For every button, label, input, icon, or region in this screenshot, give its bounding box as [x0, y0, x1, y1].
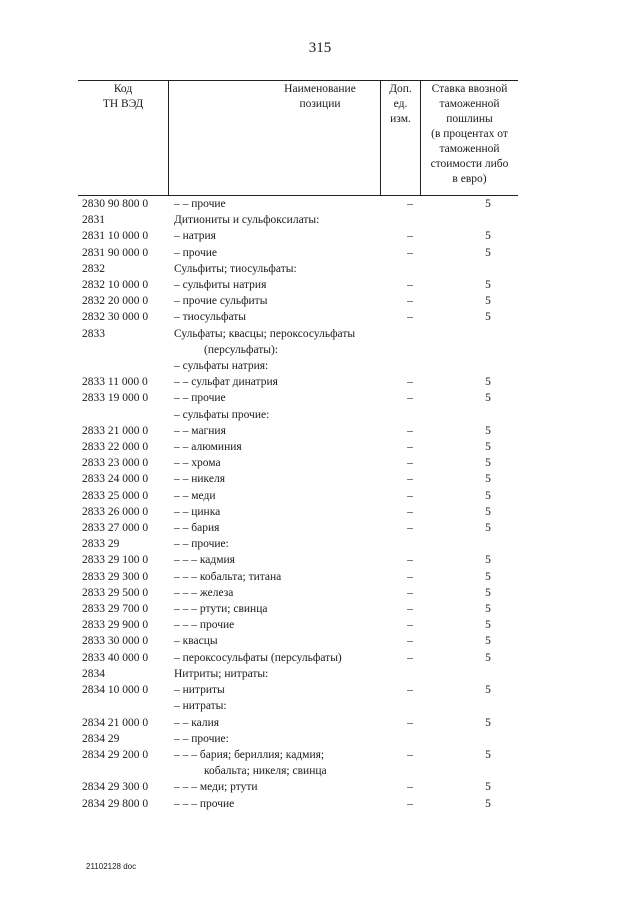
row-code: 2833 40 000 0: [82, 651, 149, 664]
row-code: 2833 30 000 0: [82, 635, 149, 648]
row-name: [174, 374, 398, 390]
table-row: [78, 617, 518, 633]
row-name-line: – квасцы: [174, 635, 218, 648]
row-code: 2831 10 000 0: [82, 230, 149, 243]
row-name-line: – – сульфат динатрия: [174, 376, 278, 389]
row-unit: –: [407, 376, 413, 389]
row-unit: –: [407, 570, 413, 583]
header-rate-line: пошлины: [446, 113, 493, 125]
row-name-line: – – – железа: [174, 586, 234, 599]
row-name: [174, 245, 398, 261]
header-rate-line: Ставка ввозной: [431, 83, 508, 95]
row-name: [174, 779, 398, 795]
table-row: [78, 374, 518, 390]
table-row: [78, 196, 518, 212]
row-unit: –: [407, 651, 413, 664]
table-row: [78, 698, 518, 714]
row-rate: 5: [485, 716, 491, 729]
row-name-line: – сульфаты прочие:: [174, 408, 270, 421]
row-rate: 5: [485, 457, 491, 470]
row-rate: 5: [485, 230, 491, 243]
row-code: 2833 25 000 0: [82, 489, 149, 502]
table-row: [78, 309, 518, 325]
row-unit: –: [407, 635, 413, 648]
row-rate: 5: [485, 424, 491, 437]
row-name: [174, 228, 398, 244]
row-name-line: – – прочие: [174, 198, 226, 210]
table-row: [78, 779, 518, 795]
row-rate: 5: [485, 748, 491, 761]
row-name-line: – прочие: [174, 246, 218, 259]
row-unit: –: [407, 295, 413, 308]
table-row: [78, 358, 518, 374]
row-name-line: (персульфаты):: [204, 343, 279, 356]
row-rate: 5: [485, 441, 491, 454]
header-rate-line: стоимости либо: [430, 158, 509, 170]
row-unit: –: [407, 392, 413, 405]
row-name: [174, 488, 398, 504]
row-name: [174, 569, 398, 585]
row-rate: 5: [485, 311, 491, 324]
row-name: [174, 520, 398, 536]
header-code-line: Код: [113, 83, 133, 95]
row-code: 2832 30 000 0: [82, 311, 149, 324]
row-unit: –: [407, 603, 413, 616]
row-name-line: – – – ртути; свинца: [174, 603, 268, 616]
table-row: [78, 747, 518, 779]
table-row: [78, 666, 518, 682]
row-unit: –: [407, 505, 413, 518]
row-name: [174, 196, 398, 212]
row-unit: –: [407, 489, 413, 502]
row-rate: 5: [485, 570, 491, 583]
row-rate: 5: [485, 619, 491, 632]
table-row: [78, 407, 518, 423]
table-row: [78, 423, 518, 439]
row-rate: 5: [485, 376, 491, 389]
row-code: 2834 29: [82, 732, 120, 745]
row-code: 2833 11 000 0: [82, 376, 148, 389]
row-rate: 5: [485, 505, 491, 518]
row-name-line: – сульфаты натрия:: [174, 360, 269, 373]
header-rate-line: таможенной: [439, 98, 500, 110]
header-unit-line: Доп.: [389, 83, 412, 95]
row-unit: –: [407, 684, 413, 697]
row-rate: 5: [485, 603, 491, 616]
row-name: [174, 326, 398, 358]
header-rate: [420, 81, 518, 195]
table-row: [78, 633, 518, 649]
row-name-line: Сульфиты; тиосульфаты:: [174, 262, 297, 275]
row-unit: –: [407, 473, 413, 486]
row-code: 2831 90 000 0: [82, 246, 149, 259]
row-code: 2833 29 300 0: [82, 570, 149, 583]
row-unit: –: [407, 230, 413, 243]
row-unit: –: [407, 619, 413, 632]
row-name: [174, 390, 398, 406]
table-row: [78, 504, 518, 520]
row-code: 2834 29 200 0: [82, 748, 149, 761]
header-rate-line: таможенной: [439, 143, 500, 155]
row-unit: –: [407, 797, 413, 810]
table-row: [78, 439, 518, 455]
header-name-line: позиции: [299, 98, 341, 110]
row-name-line: – прочие сульфиты: [174, 295, 268, 308]
page-number: 315: [308, 40, 332, 56]
row-name-line: – – – меди; ртути: [174, 781, 258, 794]
row-name-line: – – – кобальта; титана: [174, 570, 282, 583]
row-code: 2833 21 000 0: [82, 424, 149, 437]
row-code: 2830 90 800 0: [82, 198, 149, 210]
row-unit: –: [407, 198, 413, 210]
table-row: [78, 212, 518, 228]
header-rate-line: (в процентах от: [431, 128, 508, 140]
row-unit: –: [407, 441, 413, 454]
row-name-line: – натрия: [174, 230, 216, 243]
row-name-line: – – алюминия: [174, 441, 242, 454]
table-header: [78, 80, 518, 196]
row-name-line: кобальта; никеля; свинца: [204, 765, 327, 778]
row-name: [174, 455, 398, 471]
row-name-line: – – цинка: [174, 505, 221, 518]
row-code: 2833 29 100 0: [82, 554, 149, 567]
row-unit: –: [407, 457, 413, 470]
row-code: 2833: [82, 327, 105, 340]
table-row: [78, 650, 518, 666]
row-name: [174, 601, 398, 617]
row-unit: –: [407, 748, 413, 761]
row-name-line: – – прочие:: [174, 538, 229, 551]
row-rate: 5: [485, 198, 491, 210]
row-rate: 5: [485, 522, 491, 535]
row-name-line: – сульфиты натрия: [174, 279, 267, 292]
header-code-line: ТН ВЭД: [102, 98, 144, 110]
row-code: 2834 29 800 0: [82, 797, 149, 810]
row-name: [174, 682, 398, 698]
row-code: 2833 22 000 0: [82, 441, 149, 454]
table-row: [78, 471, 518, 487]
row-name-line: – – – прочие: [174, 619, 235, 632]
table-row: [78, 520, 518, 536]
table-row: [78, 569, 518, 585]
row-code: 2833 23 000 0: [82, 457, 149, 470]
table-row: [78, 731, 518, 747]
row-rate: 5: [485, 392, 491, 405]
table-row: [78, 293, 518, 309]
row-code: 2834: [82, 667, 105, 680]
row-code: 2833 24 000 0: [82, 473, 149, 486]
row-code: 2831: [82, 214, 105, 227]
row-name-line: – – меди: [174, 489, 216, 502]
row-name: [174, 698, 398, 714]
row-name-line: Сульфаты; квасцы; пероксосульфаты: [174, 327, 356, 340]
row-code: 2833 29: [82, 538, 120, 551]
table-row: [78, 277, 518, 293]
row-name-line: – пероксосульфаты (персульфаты): [174, 651, 342, 664]
row-name: [174, 731, 398, 747]
row-code: 2833 29 700 0: [82, 603, 149, 616]
row-name-line: – – – бария; бериллия; кадмия;: [174, 748, 325, 761]
row-code: 2833 29 900 0: [82, 619, 149, 632]
row-name: [174, 796, 398, 812]
row-name: [174, 715, 398, 731]
row-unit: –: [407, 424, 413, 437]
row-name-line: – – бария: [174, 522, 220, 535]
row-name: [174, 407, 398, 423]
header-name-line: Наименование: [284, 83, 356, 95]
table-row: [78, 228, 518, 244]
row-name-line: Нитриты; нитраты:: [174, 667, 269, 680]
row-name-line: – нитриты: [174, 684, 225, 697]
row-name: [174, 666, 398, 682]
row-name: [174, 633, 398, 649]
row-code: 2833 19 000 0: [82, 392, 149, 405]
row-rate: 5: [485, 489, 491, 502]
row-unit: –: [407, 716, 413, 729]
header-unit-line: изм.: [390, 113, 411, 125]
row-unit: –: [407, 586, 413, 599]
row-name: [174, 212, 398, 228]
row-name: [174, 617, 398, 633]
row-name-line: – – прочие:: [174, 732, 229, 745]
row-unit: –: [407, 246, 413, 259]
row-unit: –: [407, 781, 413, 794]
row-rate: 5: [485, 246, 491, 259]
row-name: [174, 504, 398, 520]
row-name-line: – – никеля: [174, 473, 225, 486]
row-name-line: – – магния: [174, 424, 226, 437]
row-rate: 5: [485, 554, 491, 567]
row-code: 2833 27 000 0: [82, 522, 149, 535]
row-name-line: Дитиониты и сульфоксилаты:: [174, 214, 320, 227]
row-rate: 5: [485, 797, 491, 810]
header-code: [78, 81, 168, 195]
row-unit: –: [407, 311, 413, 324]
row-rate: 5: [485, 295, 491, 308]
table-row: [78, 326, 518, 358]
row-code: 2834 10 000 0: [82, 684, 149, 697]
row-name-line: – тиосульфаты: [174, 311, 247, 324]
table-row: [78, 715, 518, 731]
row-name-line: – нитраты:: [174, 700, 227, 713]
header-unit: [380, 81, 420, 195]
row-name-line: – – калия: [174, 716, 220, 729]
table-row: [78, 390, 518, 406]
row-name: [174, 261, 398, 277]
row-code: 2833 29 500 0: [82, 586, 149, 599]
row-rate: 5: [485, 473, 491, 486]
table-row: [78, 488, 518, 504]
row-name: [174, 585, 398, 601]
row-rate: 5: [485, 781, 491, 794]
row-name-line: – – прочие: [174, 392, 226, 405]
row-code: 2834 21 000 0: [82, 716, 149, 729]
row-code: 2833 26 000 0: [82, 505, 149, 518]
row-name: [174, 552, 398, 568]
table-row: [78, 536, 518, 552]
row-code: 2832: [82, 262, 105, 275]
row-name: [174, 423, 398, 439]
row-rate: 5: [485, 635, 491, 648]
row-code: 2834 29 300 0: [82, 781, 149, 794]
table-row: [78, 455, 518, 471]
row-name-line: – – – прочие: [174, 797, 235, 810]
row-rate: 5: [485, 651, 491, 664]
tariff-table-body: [78, 196, 518, 812]
row-unit: –: [407, 522, 413, 535]
table-row: [78, 682, 518, 698]
row-name-line: – – – кадмия: [174, 554, 235, 567]
row-code: 2832 10 000 0: [82, 279, 149, 292]
row-unit: –: [407, 554, 413, 567]
row-rate: 5: [485, 586, 491, 599]
table-row: [78, 552, 518, 568]
table-row: [78, 796, 518, 812]
row-rate: 5: [485, 279, 491, 292]
table-row: [78, 245, 518, 261]
row-name: [174, 471, 398, 487]
row-name: [174, 293, 398, 309]
document-footer: 21102128 doc: [86, 862, 137, 871]
header-rate-line: в евро): [452, 173, 487, 185]
row-name: [174, 277, 398, 293]
row-name: [174, 358, 398, 374]
row-name: [174, 309, 398, 325]
row-unit: –: [407, 279, 413, 292]
row-code: 2832 20 000 0: [82, 295, 149, 308]
table-row: [78, 261, 518, 277]
row-name: [174, 650, 398, 666]
row-name-line: – – хрома: [174, 457, 221, 470]
header-unit-line: ед.: [393, 98, 408, 110]
row-name: [174, 747, 398, 779]
table-row: [78, 585, 518, 601]
row-rate: 5: [485, 684, 491, 697]
table-row: [78, 601, 518, 617]
row-name: [174, 536, 398, 552]
row-name: [174, 439, 398, 455]
